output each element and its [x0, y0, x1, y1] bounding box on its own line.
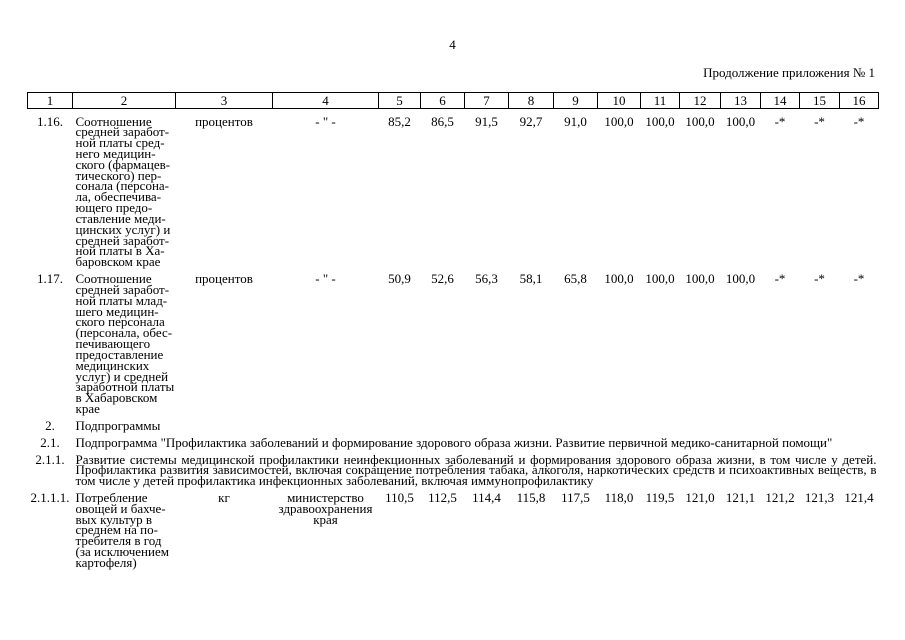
column-number: 13	[721, 93, 761, 109]
responsible-executor	[273, 268, 379, 415]
indicator-name-line: ной платы млад-	[75, 292, 168, 308]
unit-of-measure: кг	[218, 490, 230, 505]
value-cell: 121,0	[685, 490, 715, 505]
row-number: 1.16.	[37, 113, 63, 129]
column-number: 12	[680, 93, 721, 109]
indicator-name-line: (персонала, обес-	[75, 325, 173, 341]
indicator-name	[73, 268, 176, 415]
column-number: 9	[554, 93, 598, 109]
indicator-name-line: ского (фармацев-	[75, 156, 171, 172]
row-number: 2.1.	[40, 434, 60, 450]
value-cell: 115,8	[516, 490, 546, 505]
column-number: 16	[840, 93, 879, 109]
indicator-name-line: ющего предо-	[75, 200, 153, 216]
value-cell: -*	[774, 113, 786, 129]
column-number: 15	[800, 93, 840, 109]
column-number: 6	[421, 93, 465, 109]
responsible-executor	[273, 487, 379, 569]
value-cell: 100,0	[685, 113, 715, 129]
indicator-name-line: Соотношение	[75, 271, 152, 287]
column-number: 14	[761, 93, 800, 109]
responsible-executor-line: - " -	[315, 113, 336, 129]
value-cell: 100,0	[725, 271, 756, 287]
indicator-name-line: предоставление	[75, 346, 164, 362]
row-number: 2.1.1.	[35, 451, 65, 467]
indicator-name-line: Потребление	[75, 490, 148, 505]
indicator-name-line: сонала (персона-	[75, 178, 170, 194]
indicator-name-line: ной платы сред-	[75, 135, 165, 151]
section-title-line: Профилактика развития зависимостей, включая сокращение потребления табака, алкоголя, наркотических средств и психоактивных веществ, в	[75, 462, 877, 478]
section-title-line: том числе у детей профилактика инфекционных заболеваний, включая иммунопрофилактику	[75, 473, 594, 489]
indicator-name-line: услуг) и средней	[75, 368, 169, 384]
column-number: 10	[598, 93, 641, 109]
value-cell: 112,5	[428, 490, 457, 505]
value-cell: 100,0	[685, 271, 715, 287]
value-cell: -*	[814, 271, 825, 287]
responsible-executor-line: министерство	[287, 490, 364, 505]
indicator-name-line: среднем на по-	[75, 522, 158, 538]
row-number: 1.17.	[37, 271, 63, 287]
table-body	[28, 109, 879, 569]
indicator-name-line: баровском крае	[75, 254, 161, 270]
indicator-name-line: ной платы в Ха-	[75, 243, 165, 259]
value-cell: 100,0	[725, 113, 756, 129]
indicator-name-line: овощей и бахче-	[75, 500, 166, 516]
indicator-row	[28, 487, 879, 569]
value-cell: 121,4	[844, 490, 874, 505]
value-cell: -*	[853, 271, 865, 287]
responsible-executor-line: - " -	[315, 271, 336, 287]
value-cell: 110,5	[385, 490, 414, 505]
value-cell: 86,5	[431, 113, 454, 129]
responsible-executor	[273, 109, 379, 269]
row-number: 2.	[45, 417, 55, 433]
indicator-name-line: средней заработ-	[75, 232, 170, 248]
indicator-name-line: картофеля)	[75, 554, 137, 570]
indicator-name-line: требителя в год	[75, 533, 162, 549]
section-row	[28, 432, 879, 449]
value-cell: 121,3	[804, 490, 835, 505]
section-title	[73, 415, 879, 432]
appendix-continuation-label: Продолжение приложения № 1	[703, 65, 875, 80]
unit-of-measure: процентов	[195, 113, 253, 129]
value-cell: 100,0	[604, 113, 634, 129]
indicator-name-line: медицинских	[75, 357, 150, 373]
column-number: 7	[465, 93, 509, 109]
value-cell: 117,5	[561, 490, 590, 505]
value-cell: -*	[853, 113, 865, 129]
column-number: 2	[73, 93, 176, 109]
indicator-name-line: в Хабаровском	[75, 390, 158, 406]
page-number: 4	[449, 37, 456, 52]
value-cell: 52,6	[431, 271, 454, 287]
row-number: 2.1.1.1.	[30, 490, 70, 505]
column-number-row	[28, 93, 879, 109]
value-cell: 56,3	[475, 271, 498, 287]
section-title-line: Развитие системы медицинской профилактики неинфекционных заболеваний и формирования здорового образа жизни, в том числе у детей.	[75, 451, 877, 467]
value-cell: 100,0	[645, 113, 675, 129]
indicator-name	[73, 487, 176, 569]
indicator-name-line: ского персонала	[75, 314, 165, 330]
indicator-name-line: ла, обеспечива-	[75, 189, 162, 205]
value-cell: 100,0	[604, 271, 634, 287]
value-cell: 114,4	[472, 490, 501, 505]
indicator-name-line: печивающего	[75, 336, 151, 352]
value-cell: 119,5	[645, 490, 675, 505]
column-number: 3	[176, 93, 273, 109]
value-cell: 91,0	[564, 113, 587, 129]
responsible-executor-line: края	[313, 511, 338, 527]
value-cell: -*	[814, 113, 825, 129]
indicator-row	[28, 268, 879, 415]
value-cell: 58,1	[519, 271, 543, 287]
indicator-name-line: вых культур в	[75, 511, 153, 527]
column-number: 8	[509, 93, 554, 109]
value-cell: 121,2	[765, 490, 795, 505]
indicator-name-line: крае	[75, 401, 100, 417]
indicator-name-line: него медицин-	[75, 145, 156, 161]
section-title	[73, 449, 879, 487]
indicator-name-line: ставление меди-	[75, 210, 166, 226]
indicator-name-line: средней заработ-	[75, 281, 170, 297]
indicator-name	[73, 109, 176, 269]
indicator-name-line: Соотношение	[75, 113, 152, 129]
value-cell: 92,7	[519, 113, 543, 129]
value-cell: 100,0	[645, 271, 675, 287]
unit-of-measure: процентов	[195, 271, 253, 287]
indicator-name-line: цинских услуг) и	[75, 221, 171, 237]
section-title-line: Подпрограмма "Профилактика заболеваний и формирование здорового образа жизни. Развитие первичной медико-санитарной помощи"	[75, 434, 833, 450]
value-cell: 91,5	[475, 113, 498, 129]
section-row	[28, 415, 879, 432]
indicator-name-line: заработной платы	[75, 379, 175, 395]
indicator-name-line: средней заработ-	[75, 124, 170, 140]
indicator-row	[28, 109, 879, 269]
indicator-name-line: шего медицин-	[75, 303, 159, 319]
responsible-executor-line: здравоохранения	[278, 500, 373, 516]
value-cell: 121,1	[725, 490, 756, 505]
indicator-table	[27, 92, 879, 569]
section-row	[28, 449, 879, 487]
value-cell: -*	[774, 271, 786, 287]
section-title	[73, 432, 879, 449]
value-cell: 85,2	[388, 113, 411, 129]
indicator-name-line: тического) пер-	[75, 167, 162, 183]
column-number: 11	[641, 93, 680, 109]
indicator-name-line: (за исключением	[75, 544, 169, 560]
value-cell: 50,9	[388, 271, 411, 287]
value-cell: 118,0	[604, 490, 634, 505]
column-number: 4	[273, 93, 379, 109]
section-title-line: Подпрограммы	[75, 417, 161, 433]
column-number: 5	[379, 93, 421, 109]
column-number: 1	[28, 93, 73, 109]
value-cell: 65,8	[564, 271, 587, 287]
